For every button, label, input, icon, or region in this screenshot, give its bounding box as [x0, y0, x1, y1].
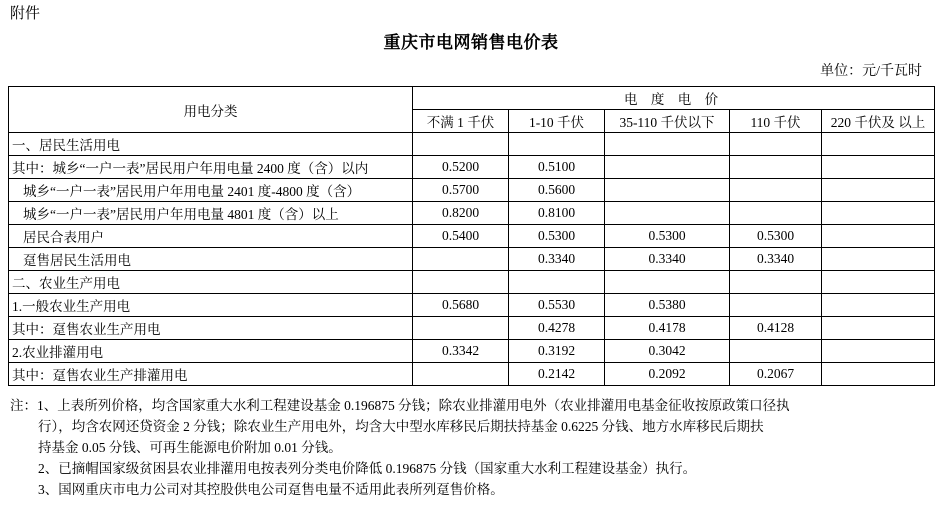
row-value-2: 0.5300 [509, 225, 605, 248]
row-value-2 [509, 133, 605, 156]
column-header-voltage-1: 不满 1 千伏 [413, 110, 509, 133]
table-row [9, 202, 935, 225]
row-category: 2.农业排灌用电 [9, 340, 413, 363]
row-value-1: 0.5200 [413, 156, 509, 179]
row-value-2: 0.8100 [509, 202, 605, 225]
row-value-3 [605, 133, 730, 156]
row-value-3 [605, 179, 730, 202]
row-value-1 [413, 248, 509, 271]
row-value-5 [822, 133, 935, 156]
table-row [9, 225, 935, 248]
row-category: 城乡“一户一表”居民用户年用电量 4801 度（含）以上 [9, 202, 413, 225]
row-value-2: 0.5600 [509, 179, 605, 202]
row-value-5 [822, 340, 935, 363]
row-value-3 [605, 271, 730, 294]
note-2: 2、已摘帽国家级贫困县农业排灌用电按表列分类电价降低 0.196875 分钱（国家重大水利工程建设基金）执行。 [38, 461, 697, 476]
row-value-1: 0.8200 [413, 202, 509, 225]
row-value-3: 0.4178 [605, 317, 730, 340]
row-category: 1.一般农业生产用电 [9, 294, 413, 317]
row-value-5 [822, 156, 935, 179]
row-category: 趸售居民生活用电 [9, 248, 413, 271]
row-value-4 [730, 156, 822, 179]
table-row [9, 133, 935, 156]
column-header-voltage-5: 220 千伏及 以上 [822, 110, 935, 133]
row-value-2: 0.3192 [509, 340, 605, 363]
row-value-2: 0.5100 [509, 156, 605, 179]
row-value-4 [730, 294, 822, 317]
row-value-4 [730, 271, 822, 294]
row-value-3: 0.5300 [605, 225, 730, 248]
row-value-5 [822, 202, 935, 225]
row-value-3 [605, 202, 730, 225]
row-value-4: 0.5300 [730, 225, 822, 248]
table-row [9, 248, 935, 271]
row-value-3: 0.5380 [605, 294, 730, 317]
column-header-voltage-3: 35-110 千伏以下 [605, 110, 730, 133]
note-1-line-2: 行），均含农网还贷资金 2 分钱；除农业生产用电外，均含大中型水库移民后期扶持基金 0.6225 分钱、地方水库移民后期扶 [38, 419, 764, 434]
row-value-1: 0.5400 [413, 225, 509, 248]
row-category: 其中：趸售农业生产排灌用电 [9, 363, 413, 386]
row-value-1 [413, 133, 509, 156]
table-row [9, 156, 935, 179]
table-row [9, 179, 935, 202]
table-row [9, 271, 935, 294]
row-category: 一、居民生活用电 [9, 133, 413, 156]
column-header-group: 电 度 电 价 [413, 87, 935, 110]
row-value-3: 0.3340 [605, 248, 730, 271]
row-value-1 [413, 317, 509, 340]
row-category: 城乡“一户一表”居民用户年用电量 2401 度-4800 度（含） [9, 179, 413, 202]
table-header-row-1 [9, 87, 935, 110]
row-value-5 [822, 248, 935, 271]
row-value-2 [509, 271, 605, 294]
row-value-4: 0.4128 [730, 317, 822, 340]
row-value-1 [413, 271, 509, 294]
row-value-5 [822, 271, 935, 294]
notes-section [8, 395, 934, 500]
row-value-1 [413, 363, 509, 386]
row-value-4: 0.2067 [730, 363, 822, 386]
row-value-5 [822, 317, 935, 340]
row-value-2: 0.2142 [509, 363, 605, 386]
row-value-2: 0.4278 [509, 317, 605, 340]
row-value-1: 0.3342 [413, 340, 509, 363]
row-category: 其中：城乡“一户一表”居民用户年用电量 2400 度（含）以内 [9, 156, 413, 179]
row-value-5 [822, 363, 935, 386]
row-category: 二、农业生产用电 [9, 271, 413, 294]
row-category: 居民合表用户 [9, 225, 413, 248]
row-value-5 [822, 294, 935, 317]
column-header-voltage-4: 110 千伏 [730, 110, 822, 133]
row-value-2: 0.5530 [509, 294, 605, 317]
attachment-label: 附件 [10, 6, 41, 22]
table-row [9, 294, 935, 317]
table-row [9, 363, 935, 386]
row-value-3 [605, 156, 730, 179]
column-header-voltage-2: 1-10 千伏 [509, 110, 605, 133]
note-1-line-3: 持基金 0.05 分钱、可再生能源电价附加 0.01 分钱。 [38, 440, 342, 455]
column-header-category: 用电分类 [9, 87, 413, 133]
row-value-4 [730, 202, 822, 225]
row-value-2: 0.3340 [509, 248, 605, 271]
row-category: 其中：趸售农业生产用电 [9, 317, 413, 340]
row-value-5 [822, 179, 935, 202]
unit-note: 单位：元/千瓦时 [820, 64, 922, 79]
row-value-1: 0.5680 [413, 294, 509, 317]
note-3: 3、国网重庆市电力公司对其控股供电公司趸售电量不适用此表所列趸售价格。 [38, 482, 504, 497]
electricity-price-table [8, 86, 935, 386]
row-value-3: 0.2092 [605, 363, 730, 386]
row-value-1: 0.5700 [413, 179, 509, 202]
row-value-4: 0.3340 [730, 248, 822, 271]
row-value-4 [730, 133, 822, 156]
table-row [9, 340, 935, 363]
row-value-5 [822, 225, 935, 248]
page-title: 重庆市电网销售电价表 [383, 33, 559, 52]
row-value-4 [730, 179, 822, 202]
table-row [9, 317, 935, 340]
row-value-4 [730, 340, 822, 363]
note-1-line-1: 注：1、上表所列价格，均含国家重大水利工程建设基金 0.196875 分钱；除农业排灌用电外（农业排灌用电基金征收按原政策口径执 [10, 398, 790, 413]
row-value-3: 0.3042 [605, 340, 730, 363]
